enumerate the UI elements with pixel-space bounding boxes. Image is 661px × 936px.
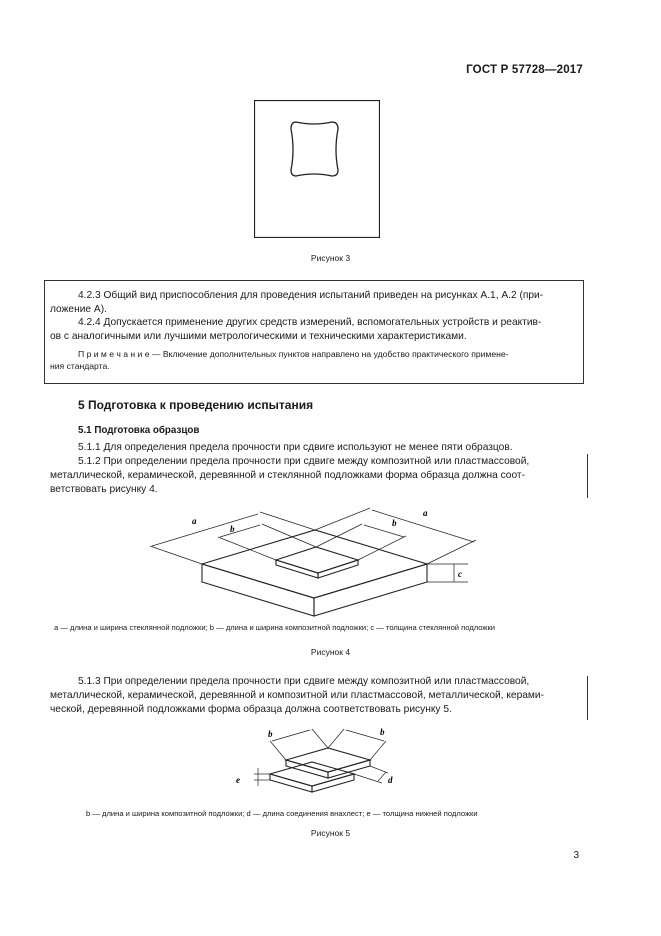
document-id: ГОСТ Р 57728—2017 [466,64,583,76]
para-4-2-3-line2: ложение А). [50,304,107,315]
figure-4-drawing [140,500,480,618]
fig4-label-b-right: b [392,518,397,528]
para-5-1-1: 5.1.1 Для определения предела прочности при сдвиге используют не менее пяти образцов. [78,442,513,453]
para-5-1-3-line3: ческой, деревянной подложками форма образца должна соответствовать рисунку 5. [50,704,452,715]
para-4-2-4-line2: ов с аналогичными или лучшими метрологическими и техническими характеристиками. [50,331,467,342]
note-label: П р и м е ч а н и е [78,349,150,359]
fig4-label-a-right: a [423,508,428,518]
fig5-label-d: d [388,775,393,785]
subsection-5-1-heading: 5.1 Подготовка образцов [78,425,200,436]
para-5-1-3-line1: 5.1.3 При определении предела прочности при сдвиге между композитной или пластмассовой, [78,676,530,687]
fig4-label-c: c [458,569,462,579]
note-line2: ния стандарта. [50,361,110,371]
fig5-label-b-right: b [380,727,385,737]
para-4-2-3-line1: 4.2.3 Общий вид приспособления для проведения испытаний приведен на рисунках А.1, А.2 (при- [78,290,544,301]
fig4-label-a-left: a [192,516,197,526]
note-text: — Включение дополнительных пунктов направлено на удобство практического примене- [149,349,509,359]
para-5-1-2-line3: ветствовать рисунку 4. [50,484,158,495]
section-5-heading: 5 Подготовка к проведению испытания [78,398,314,412]
fig5-label-b-left: b [268,729,273,739]
change-bar-2 [587,676,588,720]
figure-4-caption: Рисунок 4 [310,647,351,657]
para-5-1-3-line2: металлической, керамической, деревянной и композитной или пластмассовой, металлической, керами- [50,690,545,701]
figure-5-drawing [232,725,422,805]
figure-5-legend: b — длина и ширина композитной подложки; d — длина соединения внахлест; e — толщина нижней подложки [86,809,478,818]
page-number: 3 [573,850,579,861]
change-bar [587,454,588,498]
fig4-label-b-left: b [230,524,235,534]
note-line1 [78,348,578,360]
fig5-label-e: e [236,775,240,785]
para-5-1-2-line1: 5.1.2 При определении предела прочности при сдвиге между композитной или пластмассовой, [78,456,530,467]
figure-3-caption: Рисунок 3 [310,253,351,263]
para-4-2-4-line1: 4.2.4 Допускается применение других средств измерений, вспомогательных устройств и реактив- [78,317,542,328]
figure-4-legend: a — длина и ширина стеклянной подложки; b — длина и ширина композитной подложки; c — толщина стеклянной подложки [54,623,496,632]
figure-3-drawing [254,100,380,238]
figure-5-caption: Рисунок 5 [310,828,351,838]
para-5-1-2-line2: металлической, керамической, деревянной и стеклянной подложками форма образца должна соот- [50,470,525,481]
